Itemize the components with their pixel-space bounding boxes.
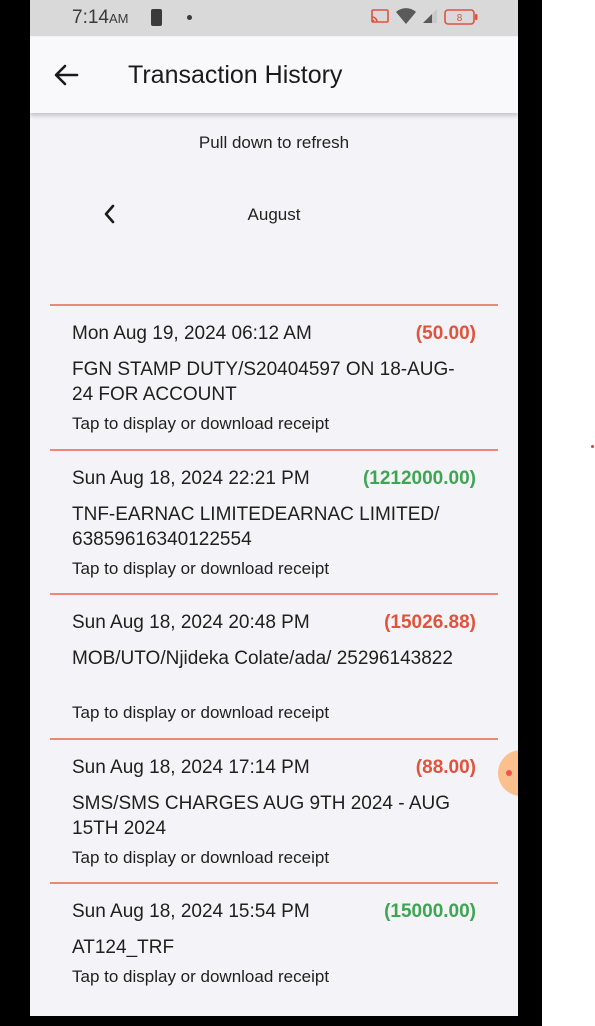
receipt-link[interactable]: Tap to display or download receipt [72,967,330,986]
receipt-link[interactable]: Tap to display or download receipt [72,414,330,433]
transaction-amount: (15026.88) [384,612,476,633]
notification-battery-icon [151,9,162,26]
notification-dot-icon [187,15,192,20]
transaction-amount: (15000.00) [384,901,476,922]
transaction-description: MOB/UTO/Njideka Colate/ada/ 25296143822 [72,648,453,669]
receipt-link[interactable]: Tap to display or download receipt [72,558,330,578]
transaction-description: TNF-EARNAC LIMITEDEARNAC LIMITED/ 63859616340122554 [72,503,440,550]
floating-button-dot-icon [506,770,512,776]
status-time-ampm: AM [108,11,129,26]
battery-level-text: 8 [456,13,463,24]
transaction-amount: (88.00) [415,756,476,778]
phone-screen [30,0,518,1016]
transaction-item[interactable] [50,306,498,449]
app-bar [30,37,518,113]
back-arrow-icon[interactable] [50,59,82,91]
transaction-item[interactable] [50,595,498,738]
status-time [72,7,128,29]
bottom-black-border [30,1016,518,1026]
signal-icon [422,8,438,24]
pull-to-refresh-hint: Pull down to refresh [198,133,350,152]
wifi-icon [396,8,416,25]
transaction-item[interactable] [50,740,498,883]
month-label: August [247,205,301,224]
cast-icon [371,9,389,24]
transaction-date: Mon Aug 19, 2024 06:12 AM [72,323,312,344]
transaction-item[interactable] [50,884,498,1004]
receipt-link[interactable]: Tap to display or download receipt [72,703,330,722]
transaction-description: SMS/SMS CHARGES AUG 9TH 2024 - AUG 15TH 2024 [72,792,450,839]
right-black-border [518,0,542,1026]
battery-icon [444,9,478,25]
transaction-description: AT124_TRF [72,937,175,958]
transaction-list [50,304,498,1004]
transaction-date: Sun Aug 18, 2024 22:21 PM [72,467,310,489]
transaction-amount: (1212000.00) [362,467,476,489]
status-bar [30,0,518,36]
transaction-description: FGN STAMP DUTY/S20404597 ON 18-AUG-24 FOR ACCOUNT [72,359,455,405]
transaction-date: Sun Aug 18, 2024 20:48 PM [72,612,310,633]
transaction-date: Sun Aug 18, 2024 17:14 PM [72,756,310,778]
transaction-date: Sun Aug 18, 2024 15:54 PM [72,901,310,922]
status-time-value: 7:14 [72,7,109,28]
receipt-link[interactable]: Tap to display or download receipt [72,847,330,867]
left-black-border [0,0,30,1026]
pointer-dot [591,445,594,448]
transaction-item[interactable] [50,451,498,594]
page-title: Transaction History [128,61,343,89]
transaction-amount: (50.00) [415,323,476,344]
